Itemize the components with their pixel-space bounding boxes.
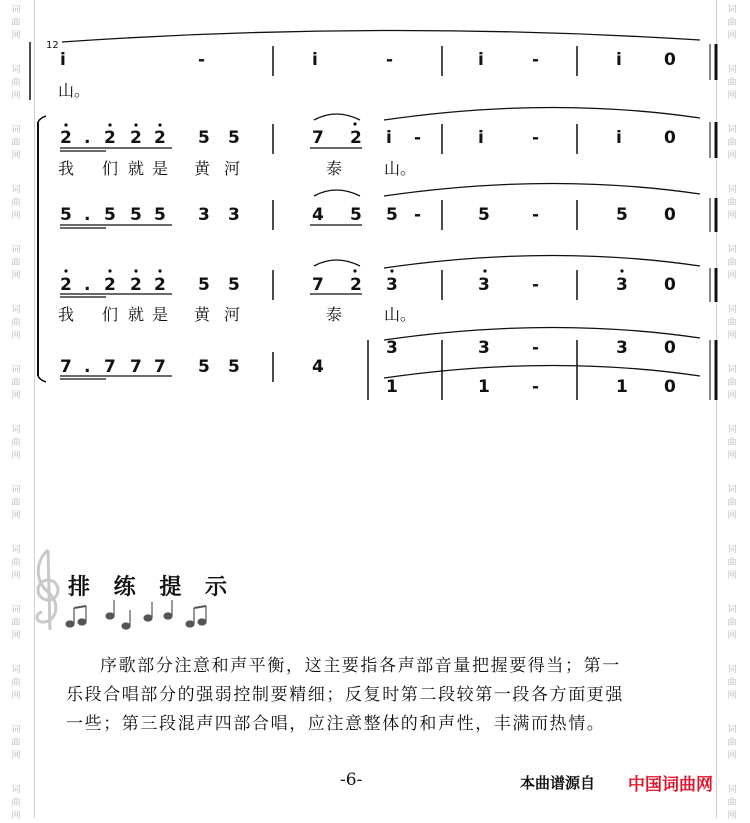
note: 3 bbox=[386, 275, 398, 295]
note: i bbox=[478, 50, 484, 70]
note: - bbox=[532, 128, 540, 148]
lyric: 就 bbox=[128, 305, 145, 324]
lyric: 河 bbox=[224, 305, 241, 324]
watermark-text: 词 曲 网 bbox=[11, 65, 21, 101]
watermark-text: 词 曲 网 bbox=[11, 605, 21, 641]
note: 7 bbox=[60, 357, 72, 377]
note-upper: - bbox=[532, 338, 540, 358]
watermark-text: 词 曲 网 bbox=[11, 785, 21, 821]
watermark-text: 词 曲 网 bbox=[727, 785, 737, 821]
note: - bbox=[414, 128, 422, 148]
note-lower: 1 bbox=[386, 377, 398, 397]
lyric: 河 bbox=[224, 159, 241, 178]
source-label: 本曲谱源自 bbox=[520, 774, 596, 792]
site-name-link[interactable]: 中国词曲网 bbox=[628, 775, 713, 795]
watermark-text: 词 曲 网 bbox=[727, 245, 737, 281]
lyric: 就 bbox=[128, 159, 145, 178]
note-upper: 3 bbox=[386, 338, 398, 358]
rehearsal-tips-body: 序歌部分注意和声平衡，这主要指各声部音量把握要得当；第一乐段合唱部分的强弱控制要精细；反复时第二段较第一段各方面更强一些；第三段混声四部合唱，应注意整体的和声性，丰满而热情。 bbox=[66, 656, 624, 734]
lyric: 黄 bbox=[194, 305, 211, 324]
watermark-text: 词 曲 网 bbox=[727, 545, 737, 581]
note: - bbox=[386, 50, 394, 70]
watermark-text: 词 曲 网 bbox=[727, 665, 737, 701]
watermark-text: 词 曲 网 bbox=[11, 185, 21, 221]
watermark-text: 词 曲 网 bbox=[727, 185, 737, 221]
watermark-text: 词 曲 网 bbox=[11, 485, 21, 521]
note: - bbox=[414, 205, 422, 225]
note: i bbox=[616, 50, 622, 70]
note: 2 bbox=[350, 128, 362, 148]
note: 0 bbox=[664, 50, 676, 70]
watermark-text: 词 曲 网 bbox=[727, 425, 737, 461]
note: 5 bbox=[154, 205, 166, 225]
watermark-text: 词 曲 网 bbox=[727, 125, 737, 161]
note-lower: - bbox=[532, 377, 540, 397]
note: . bbox=[84, 128, 91, 148]
note: 2 bbox=[350, 275, 362, 295]
rehearsal-tips-title: 排 练 提 示 bbox=[68, 575, 235, 600]
lyric: 泰 bbox=[326, 305, 343, 324]
note: 5 bbox=[198, 128, 210, 148]
note: 3 bbox=[616, 275, 628, 295]
note: 4 bbox=[312, 205, 324, 225]
note: 5 bbox=[130, 205, 142, 225]
note: 7 bbox=[312, 275, 324, 295]
note: 7 bbox=[312, 128, 324, 148]
note-lower: 0 bbox=[664, 377, 676, 397]
note: i bbox=[60, 50, 66, 70]
lyric: 黄 bbox=[194, 159, 211, 178]
lyric: 们 bbox=[102, 305, 119, 324]
eighth-notes-icon bbox=[66, 600, 206, 629]
note: 3 bbox=[198, 205, 210, 225]
watermark-text: 词 曲 网 bbox=[11, 545, 21, 581]
note: 7 bbox=[154, 357, 166, 377]
watermark-text: 词 曲 网 bbox=[11, 365, 21, 401]
note: 2 bbox=[104, 275, 116, 295]
lyric: 我 bbox=[58, 305, 75, 324]
watermark-text: 词 曲 网 bbox=[727, 605, 737, 641]
note: 7 bbox=[104, 357, 116, 377]
note-upper: 3 bbox=[478, 338, 490, 358]
lyric: 山。 bbox=[58, 81, 91, 100]
page-number: -6- bbox=[340, 770, 363, 790]
lyric: 山。 bbox=[384, 159, 417, 178]
note: . bbox=[84, 205, 91, 225]
lyric: 山。 bbox=[384, 305, 417, 324]
note: 0 bbox=[664, 205, 676, 225]
lyric: 是 bbox=[152, 159, 169, 178]
note: 5 bbox=[478, 205, 490, 225]
note: 0 bbox=[664, 128, 676, 148]
watermark-text: 词 曲 网 bbox=[11, 5, 21, 41]
watermark-text: 词 曲 网 bbox=[727, 305, 737, 341]
watermark-text: 词 曲 网 bbox=[11, 425, 21, 461]
watermark-text: 词 曲 网 bbox=[11, 125, 21, 161]
watermark-text: 词 曲 网 bbox=[727, 485, 737, 521]
watermark-text: 词 曲 网 bbox=[727, 365, 737, 401]
watermark-text: 词 曲 网 bbox=[727, 725, 737, 761]
watermark-text: 词 曲 网 bbox=[11, 305, 21, 341]
watermark-text: 词 曲 网 bbox=[11, 665, 21, 701]
note: 2 bbox=[60, 275, 72, 295]
note: 5 bbox=[386, 205, 398, 225]
note: 3 bbox=[478, 275, 490, 295]
measure-number: 12 bbox=[46, 40, 59, 51]
note: - bbox=[198, 50, 206, 70]
note: 5 bbox=[198, 357, 210, 377]
lyric: 我 bbox=[58, 159, 75, 178]
watermark-text: 词 曲 网 bbox=[727, 5, 737, 41]
lyric: 是 bbox=[152, 305, 169, 324]
note: i bbox=[616, 128, 622, 148]
treble-clef-icon bbox=[37, 550, 58, 630]
note: - bbox=[532, 205, 540, 225]
watermark-text: 词 曲 网 bbox=[11, 245, 21, 281]
note-upper: 0 bbox=[664, 338, 676, 358]
note: 2 bbox=[130, 128, 142, 148]
watermark-text: 词 曲 网 bbox=[11, 725, 21, 761]
note: - bbox=[532, 50, 540, 70]
note: 0 bbox=[664, 275, 676, 295]
note: 5 bbox=[228, 128, 240, 148]
note-lower: 1 bbox=[616, 377, 628, 397]
lyric: 们 bbox=[102, 159, 119, 178]
note: . bbox=[84, 357, 91, 377]
lyric: 泰 bbox=[326, 159, 343, 178]
note: 7 bbox=[130, 357, 142, 377]
watermark-text: 词 曲 网 bbox=[727, 65, 737, 101]
note: - bbox=[532, 275, 540, 295]
note: i bbox=[312, 50, 318, 70]
note-lower: 1 bbox=[478, 377, 490, 397]
note: 5 bbox=[60, 205, 72, 225]
note: i bbox=[386, 128, 392, 148]
note: 2 bbox=[154, 275, 166, 295]
note-upper: 3 bbox=[616, 338, 628, 358]
note: 4 bbox=[312, 357, 324, 377]
note: 3 bbox=[228, 205, 240, 225]
note: . bbox=[84, 275, 91, 295]
note: i bbox=[478, 128, 484, 148]
note: 2 bbox=[60, 128, 72, 148]
note: 5 bbox=[104, 205, 116, 225]
note: 5 bbox=[350, 205, 362, 225]
note: 2 bbox=[104, 128, 116, 148]
note: 2 bbox=[154, 128, 166, 148]
note: 5 bbox=[228, 275, 240, 295]
note: 5 bbox=[616, 205, 628, 225]
note: 5 bbox=[228, 357, 240, 377]
note: 2 bbox=[130, 275, 142, 295]
note: 5 bbox=[198, 275, 210, 295]
